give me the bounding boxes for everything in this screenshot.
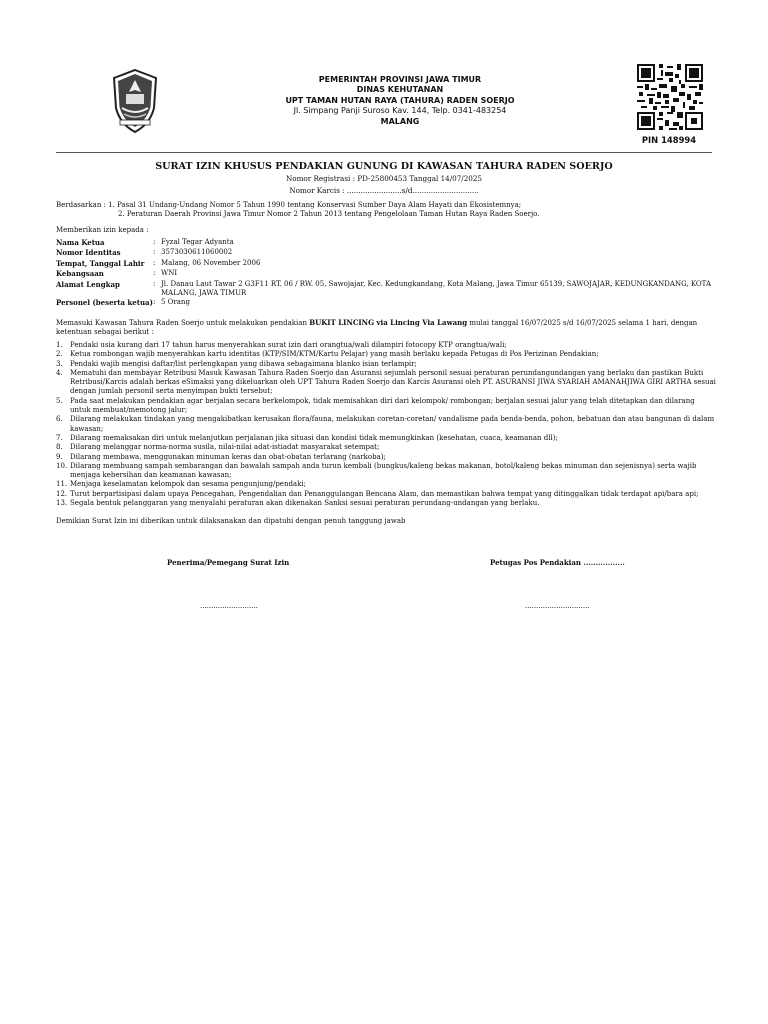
rule-item xyxy=(56,480,716,489)
rule-item xyxy=(56,499,716,508)
rule-text: Dilarang melanggar norma-norma susila, nilai-nilai adat-istiadat masyarakat setempat; xyxy=(70,443,380,452)
applicant-value: 3573030611060002 xyxy=(161,248,233,257)
rule-number: 3. xyxy=(56,359,63,368)
applicant-label: Nomor Identitas xyxy=(56,248,121,258)
rule-item xyxy=(56,490,716,499)
officer-signature-line: ............................. xyxy=(525,602,590,610)
rule-item xyxy=(56,434,716,443)
gov-name: PEMERINTAH PROVINSI JAWA TIMUR xyxy=(318,75,482,84)
applicant-row xyxy=(56,280,736,299)
recipient-signature-line: .......................... xyxy=(200,602,258,610)
rule-number: 7. xyxy=(56,433,63,442)
ticket-number: Nomor Karcis : ........................s/d............................. xyxy=(289,186,479,195)
legal-basis-line-1: Berdasarkan : 1. Pasal 31 Undang-Undang Nomor 5 Tahun 1990 tentang Konservasi Sumber Daya Alam Hayati dan Ekosistemnya; xyxy=(56,201,522,209)
applicant-value: Fyzal Tegar Adyanta xyxy=(161,238,234,246)
rule-text: Menjaga keselamatan kelompok dan sesama pengunjung/pendaki; xyxy=(70,480,306,489)
rule-number: 2. xyxy=(56,350,63,359)
applicant-row xyxy=(56,269,736,279)
applicant-label: Personel (beserta ketua) xyxy=(56,298,153,308)
rule-number: 8. xyxy=(56,443,63,452)
qr-code-icon xyxy=(637,64,703,130)
legal-basis xyxy=(56,201,736,220)
entry-after: mulai tanggal 16/07/2025 s/d 16/07/2025 selama 1 hari, dengan ketentuan sebagai berikut : xyxy=(56,319,698,337)
applicant-label: Alamat Lengkap xyxy=(56,279,120,289)
applicant-row xyxy=(56,248,736,258)
rule-item xyxy=(56,443,716,452)
grant-intro: Memberikan izin kepada : xyxy=(56,226,149,234)
applicant-row xyxy=(56,259,736,269)
legal-basis-line-2: 2. Peraturan Daerah Provinsi Jawa Timur Nomor 2 Tahun 2013 tentang Pengelolaan Taman Hutan Raya Raden Soerjo. xyxy=(118,210,540,219)
rule-item xyxy=(56,350,716,359)
entry-route: BUKIT LINCING via Lincing Via Lawang xyxy=(309,318,468,327)
applicant-colon: : xyxy=(153,248,156,257)
applicant-colon: : xyxy=(153,238,156,246)
rule-text: Turut berpartisipasi dalam upaya Pencegahan, Pengendalian dan Penanggulangan Bencana Alam, dan memastikan bahwa tempat yang ditinggalkan tidak terdapat api/bara api; xyxy=(70,489,699,498)
applicant-colon: : xyxy=(153,279,156,288)
rule-item xyxy=(56,369,716,397)
entry-before: Memasuki Kawasan Tahura Raden Soerjo untuk melakukan pendakian xyxy=(56,319,310,327)
applicant-label: Tempat, Tanggal Lahir xyxy=(56,258,145,268)
officer-signature-label: Petugas Pos Pendakian ................. xyxy=(490,558,625,567)
rule-text: Dilarang melakukan tindakan yang mengakibatkan kerusakan flora/fauna, melakukan coretan-coretan/ vandalisme pada benda-benda, pohon, bebatuan dan atau bangunan di dalam kawasan; xyxy=(70,415,715,433)
rule-text: Ketua rombongan wajib menyerahkan kartu identitas (KTP/SIM/KTM/Kartu Pelajar) yang masih berlaku kepada Petugas di Pos Perizinan Pendakian; xyxy=(70,350,599,359)
rule-number: 10. xyxy=(56,461,68,470)
rule-text: Dilarang memaksakan diri untuk melanjutkan perjalanan jika situasi dan kondisi tidak memungkinkan (kesehatan, cuaca, keamanan dll); xyxy=(70,433,558,442)
city: MALANG xyxy=(380,116,420,126)
applicant-label: Kebangsaan xyxy=(56,269,104,279)
applicant-row xyxy=(56,238,736,248)
rule-item xyxy=(56,341,716,350)
rule-number: 11. xyxy=(56,480,68,489)
applicant-colon: : xyxy=(153,298,156,307)
rule-number: 6. xyxy=(56,415,63,424)
rule-text: Pendaki wajib mengisi daftar/list perlengkapan yang dibawa sebagaimana blanko isian terlampir; xyxy=(70,359,417,368)
applicant-info xyxy=(56,238,736,309)
rule-item xyxy=(56,453,716,462)
document-title: SURAT IZIN KHUSUS PENDAKIAN GUNUNG DI KAWASAN TAHURA RADEN SOERJO xyxy=(155,161,613,172)
rule-number: 4. xyxy=(56,368,63,377)
rule-number: 5. xyxy=(56,396,63,405)
address: Jl. Simpang Panji Suroso Kav. 144, Telp. 0341-483254 xyxy=(293,106,507,116)
rule-item xyxy=(56,360,716,369)
applicant-value: Malang, 06 November 2006 xyxy=(161,258,261,267)
rule-number: 12. xyxy=(56,489,68,498)
applicant-row xyxy=(56,298,736,308)
registration-number: Nomor Registrasi : PD-25800453 Tanggal 14/07/2025 xyxy=(286,174,482,183)
rule-number: 13. xyxy=(56,499,68,508)
rule-text: Dilarang membawa, menggunakan minuman keras dan obat-obatan terlarang (narkoba); xyxy=(70,452,386,461)
letterhead xyxy=(240,75,560,127)
applicant-label: Nama Ketua xyxy=(56,238,105,247)
applicant-value: Jl. Danau Laut Tawar 2 G3F11 RT. 06 / RW. 05, Sawojajar, Kec. Kedungkandang, Kota Malang, Jawa Timur 65139, SAWOJAJAR, KEDUNGKANDANG, KOTA MALANG, JAWA TIMUR xyxy=(161,279,712,297)
rules-list xyxy=(56,341,716,508)
rule-item xyxy=(56,415,716,434)
rule-text: Pendaki usia kurang dari 17 tahun harus menyerahkan surat izin dari orangtua/wali dilampiri fotocopy KTP orangtua/wali; xyxy=(70,341,507,349)
rule-text: Segala bentuk pelanggaran yang menyalahi peraturan akan dikenakan Sanksi sesuai peraturan perundang-undangan yang berlaku. xyxy=(70,499,540,508)
recipient-signature-label: Penerima/Pemegang Surat Izin xyxy=(167,558,290,567)
entry-statement xyxy=(56,318,716,338)
rule-number: 9. xyxy=(56,452,63,461)
dept-name: DINAS KEHUTANAN xyxy=(356,85,444,95)
rule-text: Pada saat melakukan pendakian agar berjalan secara berkelompok, tidak memisahkan diri dari kelompok/ rombongan; berjalan sesuai jalur yang telah ditetapkan dan dilarang untuk membuat/memotong jalur; xyxy=(70,396,695,415)
applicant-colon: : xyxy=(153,269,156,278)
rule-text: Dilarang membuang sampah sembarangan dan bawalah sampah anda turun kembali (bungkus/kaleng bekas makanan, botol/kaleng bekas minuman dan sejenisnya) serta wajib menjaga kebersihan dan keamanan kawasan; xyxy=(70,461,697,480)
header-divider xyxy=(56,152,712,153)
unit-name: UPT TAMAN HUTAN RAYA (TAHURA) RADEN SOERJO xyxy=(285,95,515,105)
applicant-colon: : xyxy=(153,258,156,267)
rule-text: Mematuhi dan membayar Retribusi Masuk Kawasan Tahura Raden Soerjo dan Asuransi sejumlah personil sesuai peraturan perundangundangan yang berlaku dan pastikan Bukti Retribusi/Karcis adalah berkas eSimaksi yang dikeluarkan oleh UPT Tahura Raden Soerjo dan Karcis Asuransi oleh PT. ASURANSI JIWA SYARIAH AMANAHJIWA GIRI ARTHA sesuai dengan jumlah personil serta menyimpan bukti tersebut; xyxy=(70,368,716,396)
rule-item xyxy=(56,397,716,416)
applicant-value: WNI xyxy=(161,269,178,278)
rule-item xyxy=(56,462,716,481)
coat-of-arms-icon xyxy=(112,68,158,134)
pin-code: PIN 148994 xyxy=(641,135,697,145)
applicant-value: 5 Orang xyxy=(161,298,190,307)
rule-number: 1. xyxy=(56,341,63,349)
closing-statement: Demikian Surat Izin ini diberikan untuk dilaksanakan dan dipatuhi dengan penuh tanggung jawab xyxy=(56,517,406,525)
